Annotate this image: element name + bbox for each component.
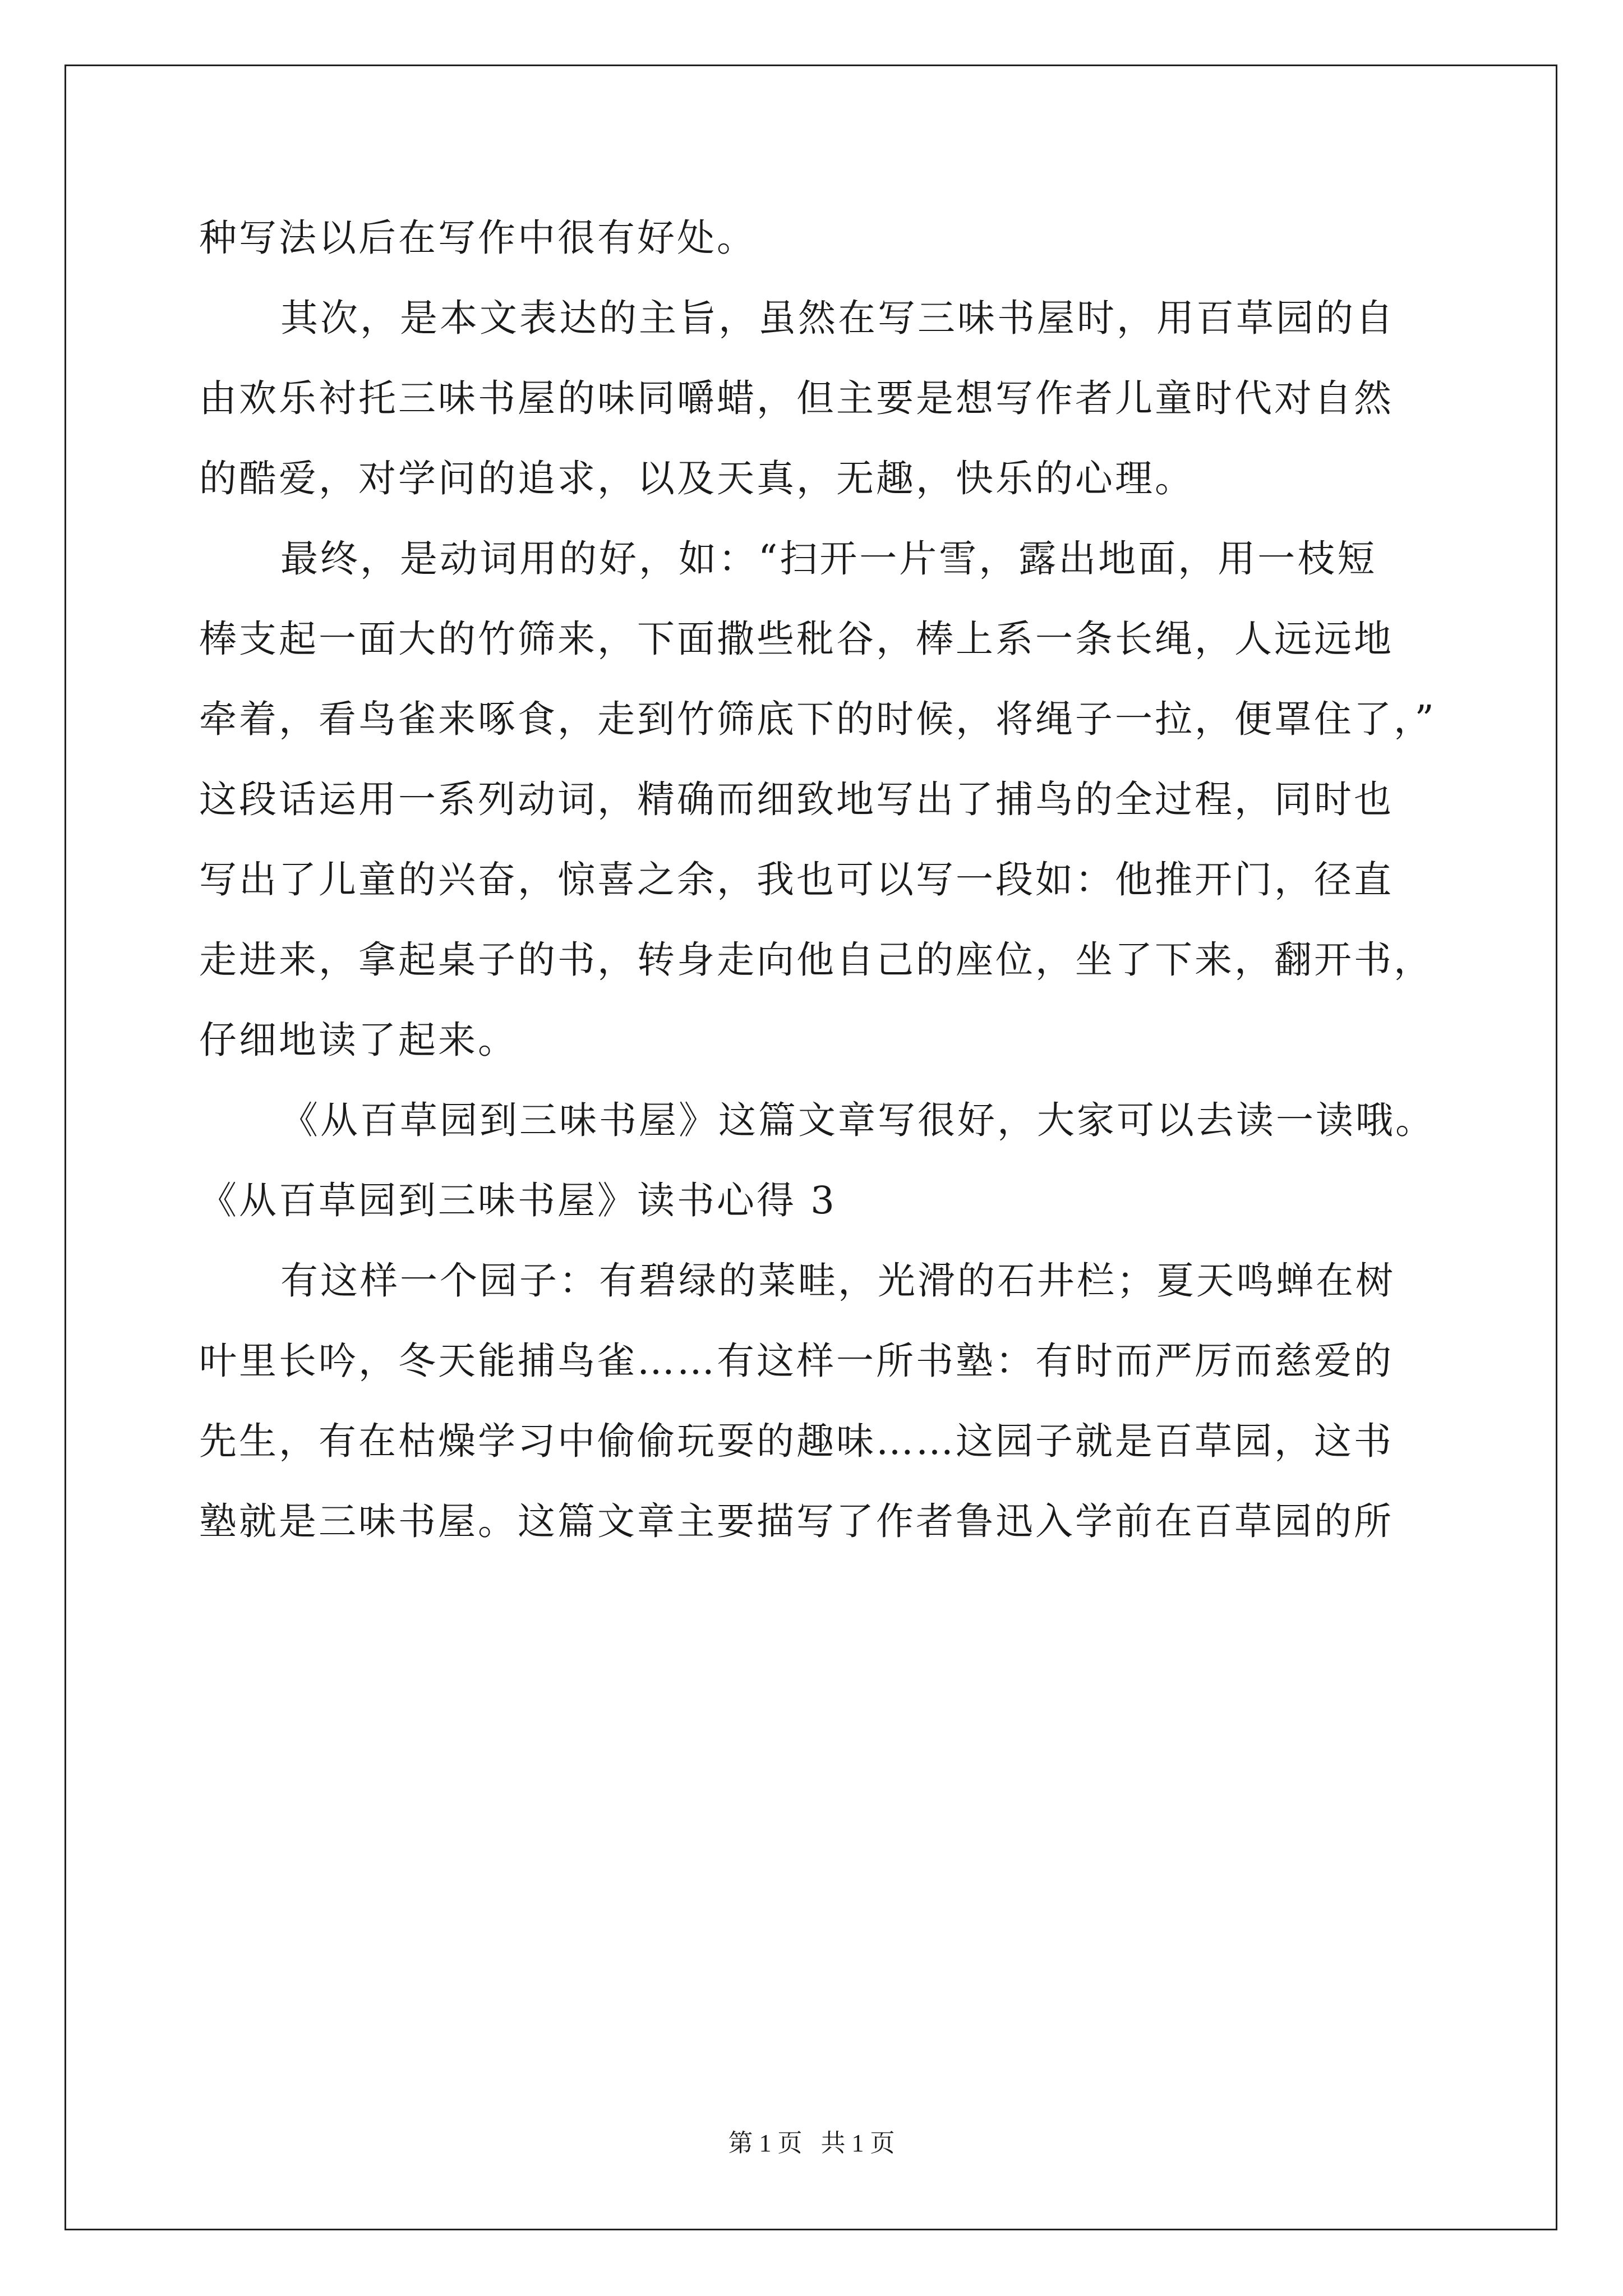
text-line: 塾就是三味书屋。这篇文章主要描写了作者鲁迅入学前在百草园的所 bbox=[199, 1499, 1394, 1543]
text-line: 先生，有在枯燥学习中偷偷玩耍的趣味……这园子就是百草园，这书 bbox=[199, 1419, 1394, 1463]
text-line: 由欢乐衬托三味书屋的味同嚼蜡，但主要是想写作者儿童时代对自然 bbox=[199, 376, 1394, 420]
text-line: 走进来，拿起桌子的书，转身走向他自己的座位，坐了下来，翻开书， bbox=[199, 938, 1433, 982]
text-line: 叶里长吟，冬天能捕鸟雀……有这样一所书塾：有时而严厉而慈爱的 bbox=[199, 1339, 1394, 1383]
paragraph-start-line: 有这样一个园子：有碧绿的菜畦，光滑的石井栏；夏天鸣蝉在树 bbox=[280, 1259, 1395, 1303]
text-line: 这段话运用一系列动词，精确而细致地写出了捕鸟的全过程，同时也 bbox=[199, 777, 1394, 821]
text-line: 种写法以后在写作中很有好处。 bbox=[199, 216, 757, 260]
text-line: 牵着，看鸟雀来啄食，走到竹筛底下的时候，将绳子一拉，便罩住了，” bbox=[199, 697, 1436, 741]
text-line: 的酷爱，对学问的追求，以及天真，无趣，快乐的心理。 bbox=[199, 457, 1195, 500]
text-line: 写出了儿童的兴奋，惊喜之余，我也可以写一段如：他推开门，径直 bbox=[199, 858, 1394, 901]
paragraph-start-line: 其次，是本文表达的主旨，虽然在写三味书屋时，用百草园的自 bbox=[280, 296, 1395, 340]
paragraph-start-line: 最终，是动词用的好，如：“扫开一片雪，露出地面，用一枝短 bbox=[280, 537, 1377, 581]
page-footer: 第 1 页 共 1 页 bbox=[728, 2129, 895, 2157]
paragraph-start-line: 《从百草园到三味书屋》这篇文章写很好，大家可以去读一读哦。 bbox=[280, 1098, 1435, 1142]
section-heading: 《从百草园到三味书屋》读书心得 3 bbox=[199, 1179, 837, 1222]
text-line: 棒支起一面大的竹筛来，下面撒些秕谷，棒上系一条长绳，人远远地 bbox=[199, 617, 1394, 661]
text-line: 仔细地读了起来。 bbox=[199, 1018, 518, 1062]
